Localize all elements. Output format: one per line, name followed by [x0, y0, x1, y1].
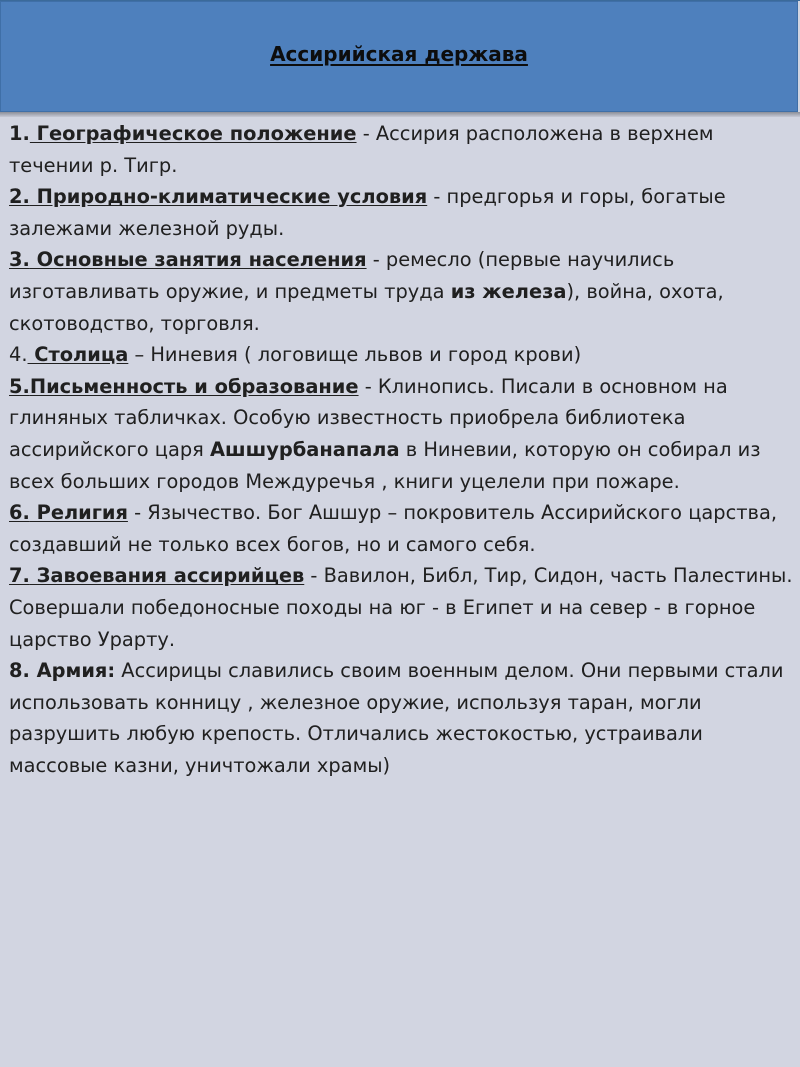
paragraph-heading: Природно-климатические условия [29, 185, 428, 209]
paragraph-climate [9, 181, 794, 244]
paragraph-heading: Письменность и образование [29, 374, 359, 398]
paragraph-text: ), война, охота, скотоводство, торговля. [9, 279, 724, 335]
paragraph-bold-text: из железа [450, 279, 567, 303]
paragraph-text: - Вавилон, Библ, Тир, Сидон, часть Палестины. Совершали победоносные походы на юг - в Египет и на север - в горное царство Урарту. [9, 564, 793, 651]
paragraph-heading: Основные занятия населения [29, 248, 367, 272]
paragraph-writing [9, 371, 794, 497]
paragraph-heading: Религия [29, 501, 128, 525]
paragraph-number: 1. [9, 122, 30, 145]
paragraph-geography [9, 118, 794, 181]
paragraph-text: - предгорья и горы, богатые залежами железной руды. [9, 185, 726, 240]
paragraph-number: 4. [9, 343, 28, 367]
paragraph-conquests [9, 560, 794, 655]
paragraph-heading: Географическое положение [29, 122, 357, 145]
title-banner [0, 1, 798, 112]
paragraph-religion [9, 497, 794, 560]
paragraph-number: 5. [9, 374, 30, 398]
paragraph-bold-text: Ашшурбанапала [210, 437, 400, 461]
paragraph-text: Ассирицы славились своим военным делом. Они первыми стали использовать конницу , железное оружие, используя таран, могли разрушить любую крепость. Отличались жестокостью, устраивали массовые казни, уничтожали храмы) [9, 659, 784, 777]
paragraph-number: 8. [9, 659, 30, 683]
paragraph-number: 3. [9, 248, 30, 272]
paragraph-text: в Ниневии, которую он собирал из всех больших городов Междуречья , книги уцелели при пожаре. [9, 437, 761, 493]
page-title: Ассирийская держава [270, 42, 528, 66]
paragraph-number: 2. [9, 185, 30, 209]
paragraph-occupations [9, 244, 794, 339]
banner-shadow [0, 112, 800, 117]
paragraph-capital [9, 339, 794, 371]
content-body [9, 118, 794, 781]
paragraph-number: 6. [9, 501, 30, 525]
paragraph-text: - ремесло (первые научились изготавливать оружие, и предметы труда [9, 248, 675, 303]
paragraph-heading: Завоевания ассирийцев [29, 564, 305, 588]
paragraph-number: 7. [9, 564, 30, 588]
paragraph-text: - Клинопись. Писали в основном на глиняных табличках. Особую известность приобрела библиотека ассирийского царя [9, 374, 728, 461]
paragraph-text: – Ниневия ( логовище львов и город крови) [128, 343, 582, 367]
paragraph-heading: Столица [27, 343, 129, 367]
paragraph-army [9, 655, 794, 781]
paragraph-text: - Язычество. Бог Ашшур – покровитель Ассирийского царства, создавший не только всех богов, но и самого себя. [9, 501, 778, 556]
paragraph-heading: Армия: [29, 659, 116, 683]
paragraph-text: - Ассирия расположена в верхнем течении р. Тигр. [9, 122, 714, 177]
